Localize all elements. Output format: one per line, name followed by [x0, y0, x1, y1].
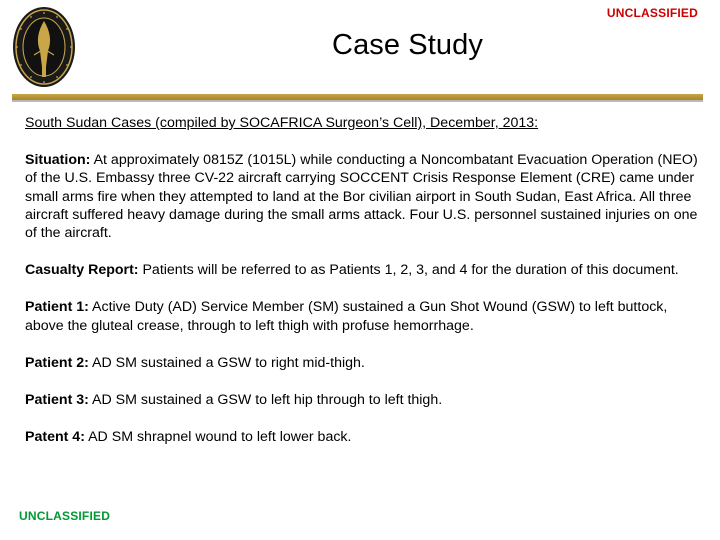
- classification-banner-bottom: UNCLASSIFIED: [19, 509, 111, 523]
- paragraph-text: AD SM sustained a GSW to left hip through to left thigh.: [88, 392, 443, 409]
- casualty-report-paragraph: [25, 261, 705, 279]
- paragraph-label: Patient 3:: [25, 392, 89, 409]
- paragraph-text: At approximately 0815Z (1015L) while conducting a Noncombatant Evacuation Operation (NEO) of the U.S. Embassy three CV-22 aircraft carrying SOCCENT Crisis Response Element (CRE) came under small arms fire when they attempted to land at the Bor civilian airport in South Sudan, East Africa. All three aircraft suffered heavy damage during the small arms attack. Four U.S. personnel sustained injuries on one of the aircraft.: [25, 152, 698, 242]
- classification-banner-top: UNCLASSIFIED: [606, 6, 698, 20]
- title-divider-shadow: [12, 100, 703, 102]
- paragraph-text: Patients will be referred to as Patients 1, 2, 3, and 4 for the duration of this document.: [138, 262, 679, 279]
- paragraph-label: Patent 4:: [25, 429, 85, 446]
- patient-1-paragraph: [25, 298, 705, 334]
- paragraph-text: AD SM sustained a GSW to right mid-thigh.: [88, 354, 365, 371]
- paragraph-label: Patient 2:: [25, 354, 89, 371]
- paragraph-text: Active Duty (AD) Service Member (SM) sustained a Gun Shot Wound (GSW) to left buttock, above the gluteal crease, through to left thigh with profuse hemorrhage.: [25, 299, 668, 334]
- paragraph-label: Patient 1:: [25, 299, 89, 316]
- paragraph-label: Casualty Report:: [25, 262, 139, 279]
- patient-3-paragraph: [25, 391, 705, 409]
- paragraph-text: AD SM shrapnel wound to left lower back.: [84, 429, 352, 446]
- paragraph-label: Situation:: [25, 152, 91, 169]
- case-study-body: [25, 114, 705, 465]
- patient-2-paragraph: [25, 354, 705, 372]
- case-heading: South Sudan Cases (compiled by SOCAFRICA Surgeon’s Cell), December, 2013:: [25, 115, 539, 131]
- situation-paragraph: [25, 151, 705, 242]
- page-title: Case Study: [332, 29, 483, 61]
- patient-4-paragraph: [25, 428, 705, 446]
